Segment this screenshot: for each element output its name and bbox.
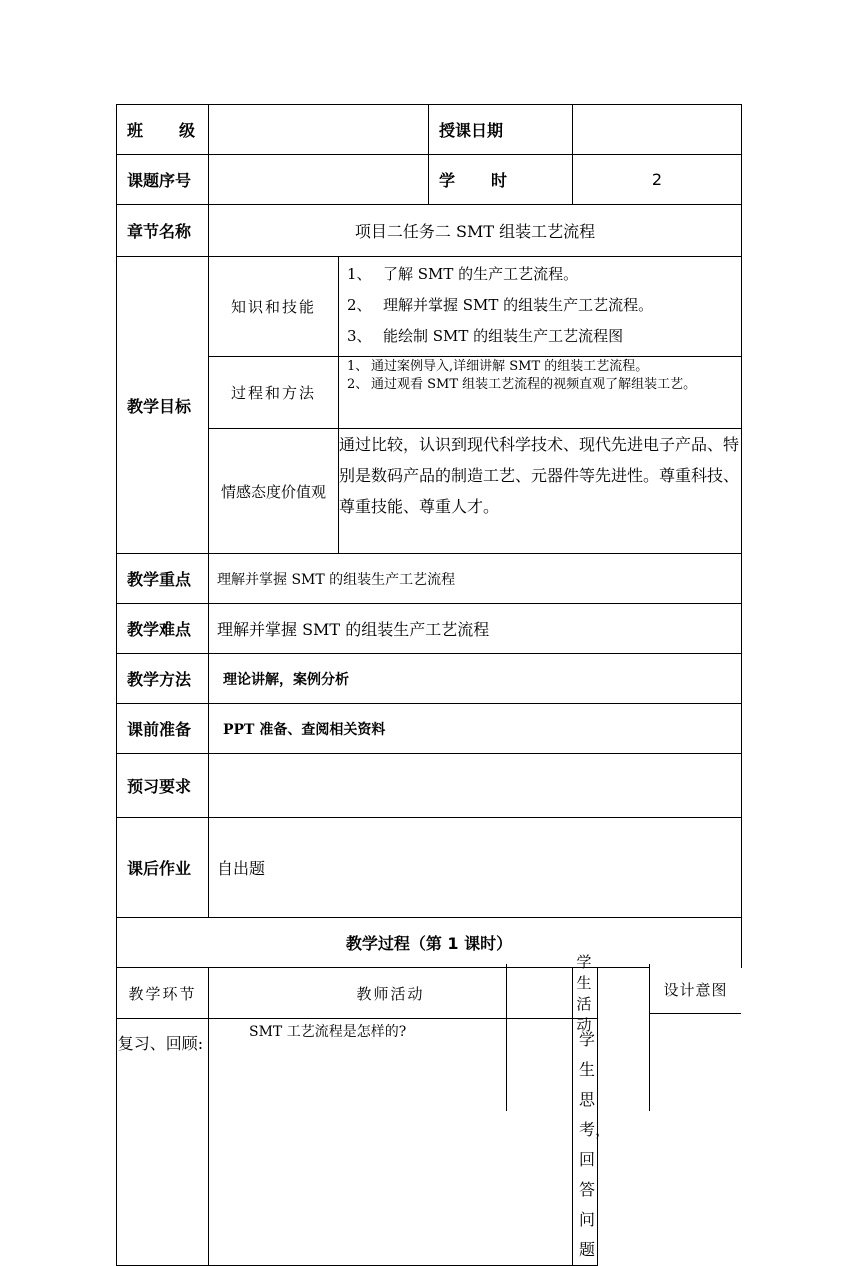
process-label: 过程和方法	[209, 357, 339, 429]
lesson-no-label: 课题序号	[117, 155, 209, 205]
col-header-split-cell	[573, 953, 598, 1034]
process-item-2	[347, 377, 729, 393]
class-value	[209, 105, 429, 155]
difficulty-row	[117, 604, 742, 654]
col-header-stage: 教学环节	[117, 968, 209, 1019]
knowledge-item-2-num: 2、	[347, 296, 372, 314]
chapter-row	[117, 205, 742, 257]
difficulty-value: 理解并掌握 SMT 的组装生产工艺流程	[209, 604, 742, 654]
hours-label-cell	[429, 155, 573, 205]
objective-process-row	[117, 357, 742, 429]
lesson-plan-table	[116, 104, 742, 1266]
method-row	[117, 654, 742, 704]
chapter-label: 章节名称	[117, 205, 209, 257]
difficulty-label: 教学难点	[117, 604, 209, 654]
chapter-value: 项目二任务二 SMT 组装工艺流程	[209, 205, 742, 257]
homework-value: 自出题	[209, 818, 742, 918]
col-header-teacher: 教师活动	[209, 968, 573, 1019]
col-header-intent: 设计意图	[650, 964, 741, 1014]
lesson-no-value	[209, 155, 429, 205]
prep-row	[117, 704, 742, 754]
knowledge-item-2-text: 理解并掌握 SMT 的组装生产工艺流程。	[383, 296, 654, 314]
preview-value	[209, 754, 742, 818]
attitude-content: 通过比较，认识到现代科学技术、现代先进电子产品、特别是数码产品的制造工艺、元器件等先进性。尊重科技、尊重技能、尊重人才。	[339, 429, 742, 554]
knowledge-item-3-num: 3、	[347, 327, 372, 345]
col-header-student: 学生活动	[576, 953, 594, 1034]
teacher-activity: SMT 工艺流程是怎样的?	[209, 1019, 573, 1266]
stage-cell: 复习、回顾:	[117, 1019, 209, 1266]
prep-label: 课前准备	[117, 704, 209, 754]
process-header-row	[117, 968, 742, 1019]
student-activity: 学生思考，回答问题	[579, 1030, 612, 1259]
knowledge-item-2	[347, 294, 741, 315]
attitude-label: 情感态度价值观	[209, 429, 339, 554]
col-header-split	[573, 953, 597, 1034]
process-section-title: 教学过程（第 1 课时）	[117, 918, 742, 968]
hours-label-char-1: 学	[439, 171, 456, 190]
knowledge-item-3	[347, 325, 741, 346]
preview-label: 预习要求	[117, 754, 209, 818]
date-label: 授课日期	[429, 105, 573, 155]
process-title-row	[117, 918, 742, 968]
homework-row	[117, 818, 742, 918]
class-label	[127, 118, 195, 141]
key-points-label: 教学重点	[117, 554, 209, 604]
knowledge-item-1-text: 了解 SMT 的生产工艺流程。	[383, 265, 579, 283]
objective-knowledge-row	[117, 257, 742, 357]
objectives-label: 教学目标	[117, 257, 209, 554]
knowledge-item-3-text: 能绘制 SMT 的组装生产工艺流程图	[383, 327, 624, 345]
process-item-2-num: 2、	[347, 377, 369, 392]
knowledge-content	[339, 257, 742, 357]
objective-attitude-row	[117, 429, 742, 554]
process-item-1-num: 1、	[347, 359, 369, 374]
student-intent-cell	[573, 1019, 612, 1266]
class-label-char-1: 班	[127, 121, 144, 140]
hours-label-char-2: 时	[490, 171, 507, 190]
key-points-row	[117, 554, 742, 604]
class-row	[117, 105, 742, 155]
knowledge-label: 知识和技能	[209, 257, 339, 357]
class-label-cell	[117, 105, 209, 155]
preview-row	[117, 754, 742, 818]
key-points-value: 理解并掌握 SMT 的组装生产工艺流程	[209, 554, 742, 604]
process-content	[339, 357, 742, 429]
process-item-1-text: 通过案例导入,详细讲解 SMT 的组装工艺流程。	[371, 359, 649, 374]
process-item-1	[347, 359, 729, 375]
homework-label: 课后作业	[117, 818, 209, 918]
hours-label	[439, 168, 507, 191]
process-item-2-text: 通过观看 SMT 组装工艺流程的视频直观了解组装工艺。	[371, 377, 697, 392]
method-label: 教学方法	[117, 654, 209, 704]
method-value: 理论讲解，案例分析	[209, 654, 742, 704]
prep-value: PPT 准备、查阅相关资料	[209, 704, 742, 754]
class-label-char-2: 级	[178, 121, 195, 140]
lesson-no-row	[117, 155, 742, 205]
date-value	[573, 105, 742, 155]
process-row-1	[117, 1019, 742, 1266]
knowledge-item-1-num: 1、	[347, 265, 372, 283]
knowledge-item-1	[347, 263, 741, 284]
hours-value: 2	[573, 155, 742, 205]
